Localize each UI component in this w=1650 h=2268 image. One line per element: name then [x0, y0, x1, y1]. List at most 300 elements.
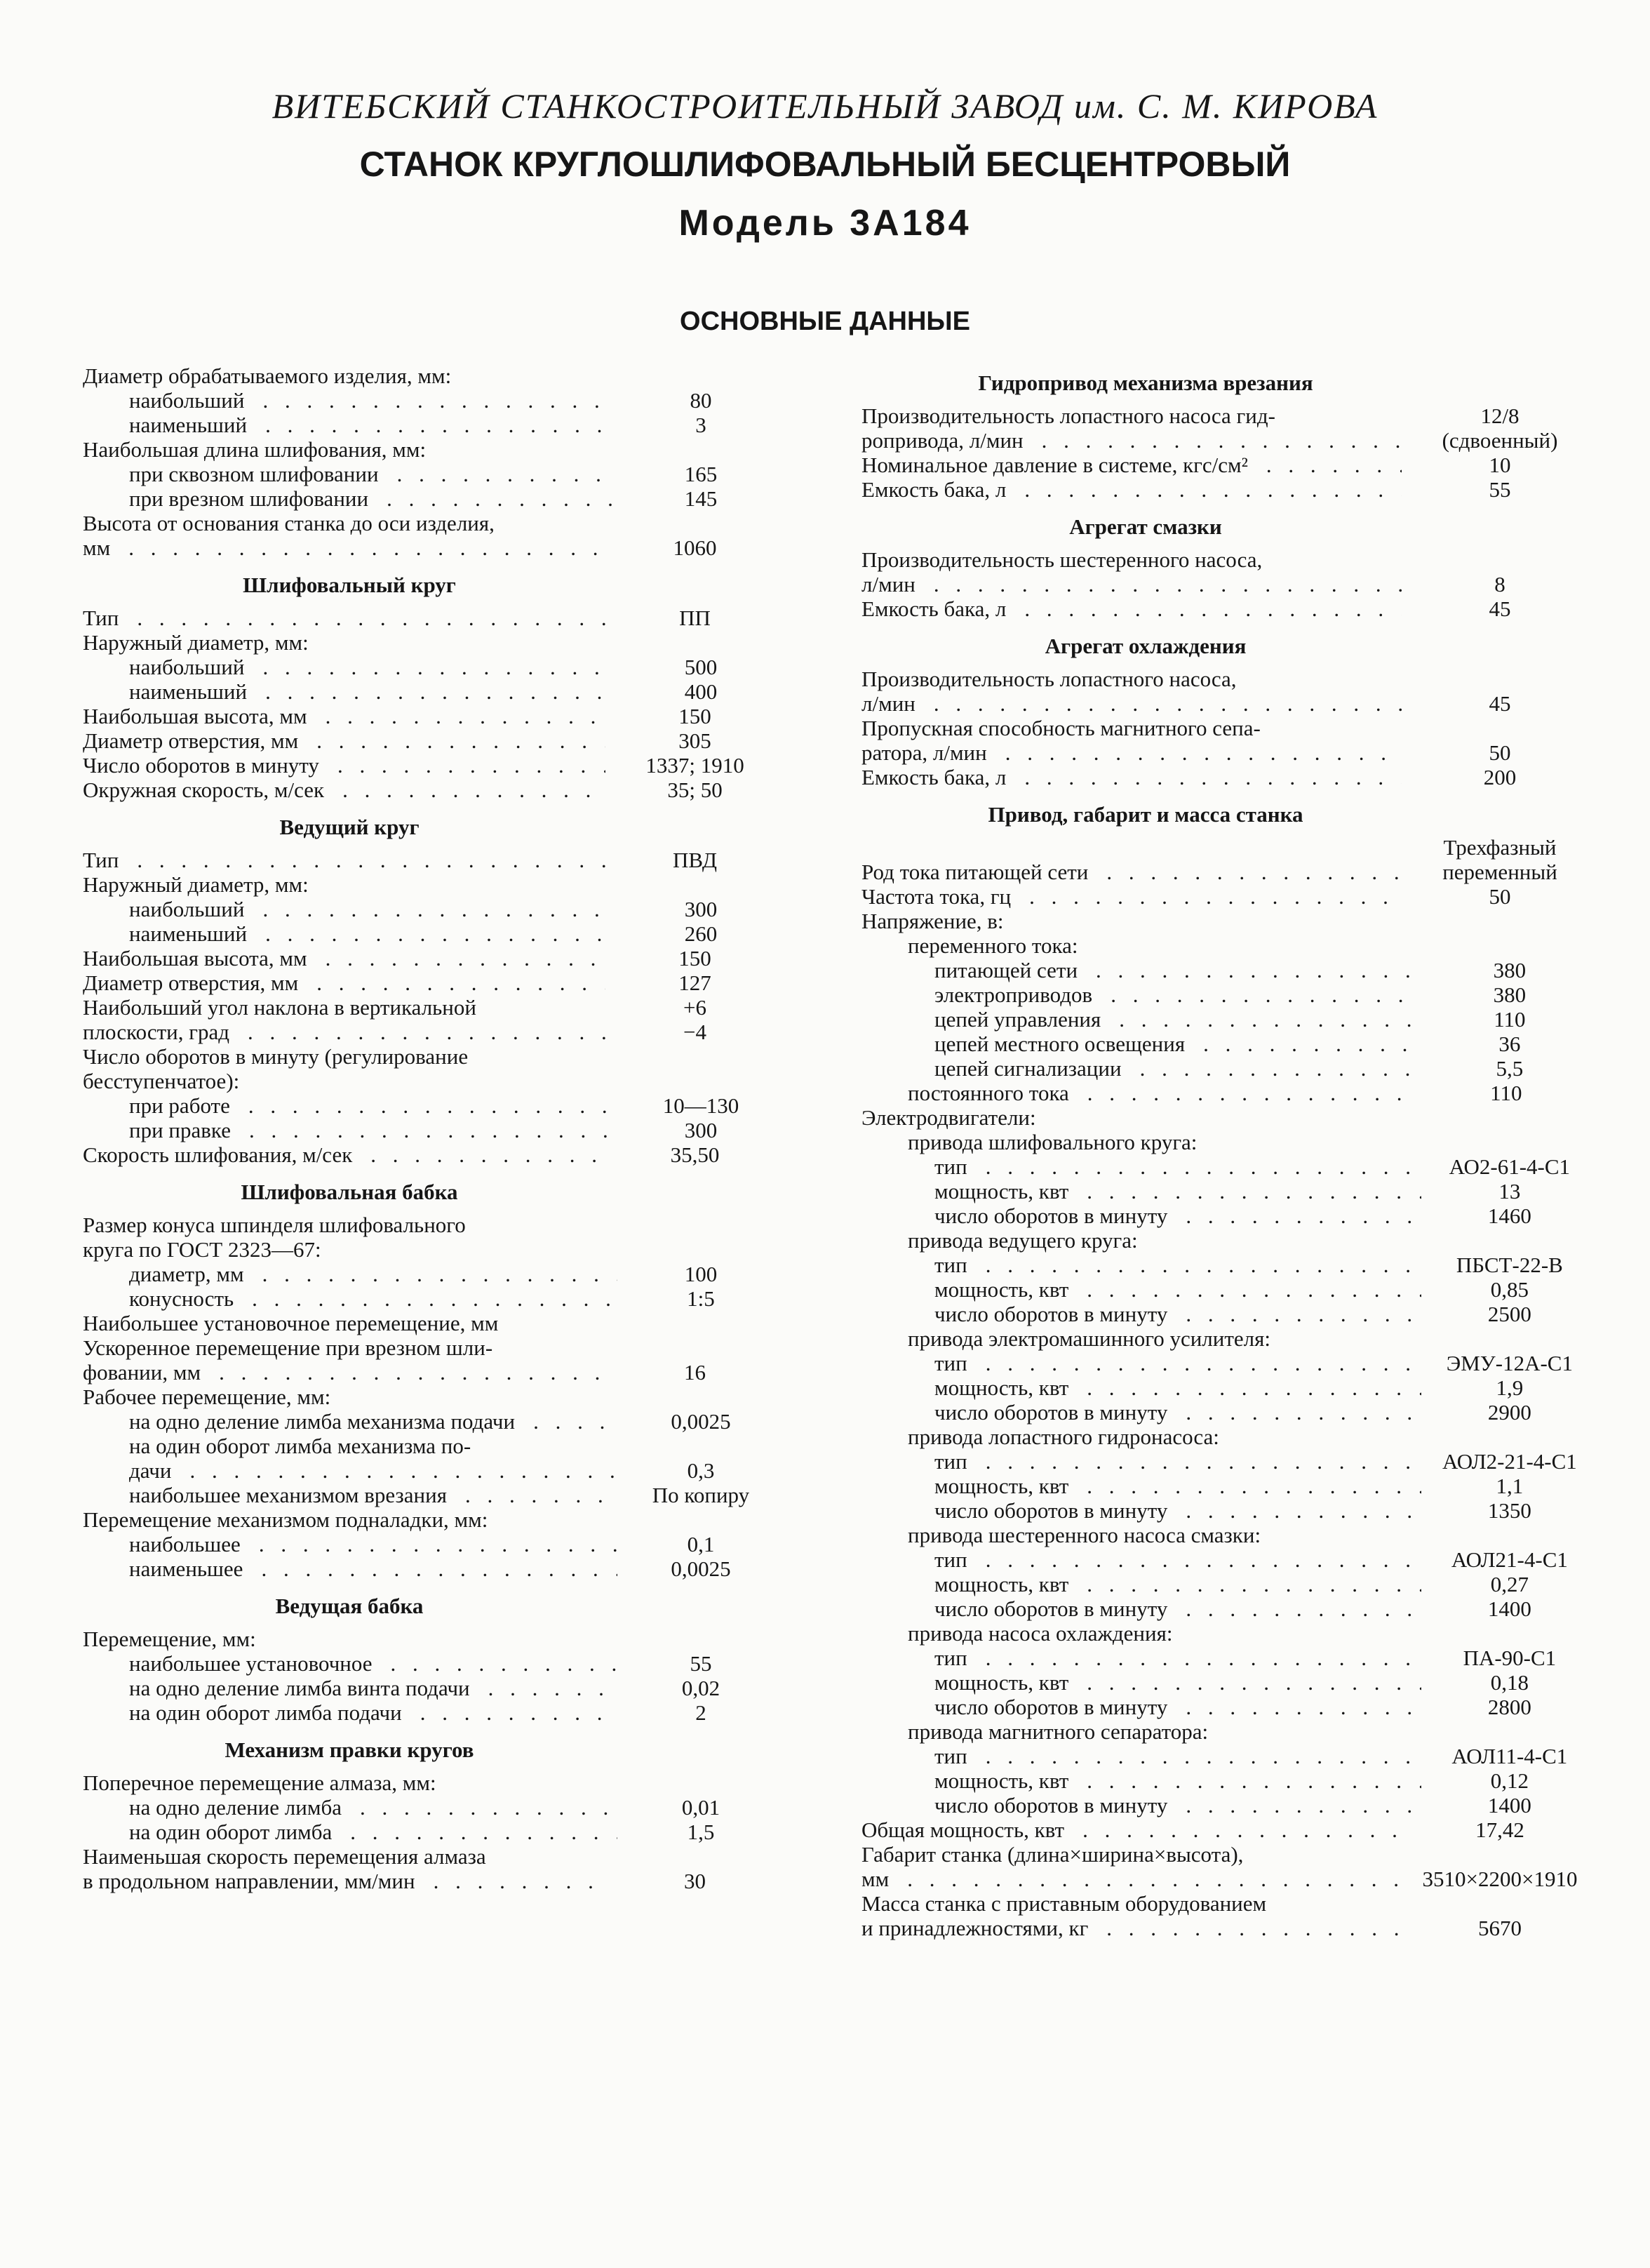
spec-row	[861, 1817, 1598, 1842]
spec-group	[83, 1594, 784, 1725]
spec-label	[861, 716, 1402, 765]
spec-label	[861, 1302, 1421, 1326]
spec-value: 100	[617, 1262, 784, 1286]
spec-row	[861, 477, 1598, 502]
spec-label	[861, 1326, 1414, 1351]
spec-label-text: Размер конуса шпинделя шлифовального круга по ГОСТ 2323—67:	[83, 1213, 466, 1262]
spec-row	[861, 1768, 1598, 1793]
spec-label-text: привода шлифовального круга:	[908, 1130, 1204, 1154]
spec-label-text: привода шестеренного насоса смазки:	[908, 1523, 1268, 1547]
spec-label	[861, 860, 1402, 884]
spec-label	[83, 679, 617, 704]
spec-label-text: наименьшее	[129, 1556, 250, 1581]
spec-label	[861, 1154, 1421, 1179]
spec-group	[83, 815, 784, 1167]
spec-value: 200	[1402, 765, 1598, 789]
spec-row	[861, 1130, 1598, 1154]
spec-label	[83, 1700, 617, 1725]
spec-value: 300	[617, 897, 784, 921]
spec-value: 35,50	[605, 1142, 784, 1167]
spec-value: 0,01	[617, 1795, 784, 1820]
spec-label-text: конусность	[129, 1286, 241, 1311]
spec-row	[861, 1228, 1598, 1253]
spec-label	[861, 958, 1421, 982]
spec-label-text: тип	[934, 1547, 974, 1572]
spec-row	[861, 1523, 1598, 1547]
spec-value: 1,9	[1421, 1375, 1598, 1400]
spec-label-text: электроприводов	[934, 982, 1099, 1007]
spec-row	[861, 1891, 1598, 1940]
spec-row	[83, 1286, 784, 1311]
group-title: Ведущий круг	[279, 815, 420, 839]
spec-row	[83, 970, 784, 995]
spec-row	[861, 1105, 1598, 1130]
spec-label	[861, 1203, 1421, 1228]
spec-row	[861, 1179, 1598, 1203]
spec-label	[83, 413, 617, 437]
spec-value: 1,1	[1421, 1474, 1598, 1498]
spec-label	[861, 1253, 1421, 1277]
spec-row	[861, 1253, 1598, 1277]
spec-row	[861, 1498, 1598, 1523]
spec-value: 55	[617, 1651, 784, 1676]
spec-row	[83, 1409, 784, 1434]
spec-label-text: Рабочее перемещение, мм:	[83, 1385, 337, 1409]
spec-label-text: наибольшее	[129, 1532, 248, 1556]
group-title: Гидропривод механизма врезания	[978, 371, 1313, 395]
spec-label-text: Скорость шлифования, м/сек	[83, 1142, 359, 1167]
spec-label-text: наибольшее установочное	[129, 1651, 380, 1676]
spec-label	[861, 403, 1402, 453]
spec-label	[83, 1627, 605, 1651]
spec-label-text: число оборотов в минуту	[934, 1400, 1174, 1425]
spec-value: 1460	[1421, 1203, 1598, 1228]
spec-value: 10	[1402, 453, 1598, 477]
spec-label-text: тип	[934, 1744, 974, 1768]
spec-row	[83, 606, 784, 630]
spec-row	[83, 1795, 784, 1820]
spec-label-text: на одно деление лимба механизма подачи	[129, 1409, 522, 1434]
spec-label	[861, 1105, 1402, 1130]
spec-row	[83, 1770, 784, 1795]
spec-label	[83, 946, 605, 970]
spec-label-text: цепей управления	[934, 1007, 1108, 1032]
spec-row	[83, 363, 784, 388]
spec-label-text: цепей сигнализации	[934, 1056, 1129, 1081]
spec-row	[861, 1032, 1598, 1056]
spec-label-text: Окружная скорость, м/сек	[83, 778, 331, 802]
spec-row	[83, 1434, 784, 1483]
spec-label-text: Масса станка с приставным оборудованием и принадлежностями, кг	[861, 1891, 1267, 1940]
spec-label	[83, 778, 605, 802]
spec-label-text: Производительность лопастного насоса, л/мин	[861, 667, 1237, 716]
spec-value: 1060	[605, 535, 784, 560]
spec-value: 5,5	[1421, 1056, 1598, 1081]
spec-row	[83, 413, 784, 437]
spec-label	[861, 1719, 1414, 1744]
spec-value: 1,5	[617, 1820, 784, 1844]
spec-row	[83, 995, 784, 1044]
spec-row	[861, 1670, 1598, 1695]
spec-row	[83, 388, 784, 413]
spec-row	[83, 655, 784, 679]
spec-value: 300	[617, 1118, 784, 1142]
spec-label-text: при правке	[129, 1118, 238, 1142]
spec-label	[83, 1385, 605, 1409]
spec-row	[861, 835, 1598, 884]
spec-row	[83, 897, 784, 921]
spec-row	[861, 1302, 1598, 1326]
spec-value: 80	[617, 388, 784, 413]
spec-label-text: Число оборотов в минуту	[83, 753, 326, 778]
spec-row	[861, 1081, 1598, 1105]
spec-value: 12/8 (сдвоенный)	[1402, 403, 1598, 453]
spec-value: 0,0025	[617, 1556, 784, 1581]
spec-row	[861, 1719, 1598, 1744]
spec-row	[861, 982, 1598, 1007]
spec-label-text: Емкость бака, л	[861, 477, 1013, 502]
spec-value: 17,42	[1402, 1817, 1598, 1842]
spec-label-text: питающей сети	[934, 958, 1085, 982]
spec-label	[861, 909, 1402, 933]
machine-title: СТАНОК КРУГЛОШЛИФОВАЛЬНЫЙ БЕСЦЕНТРОВЫЙ	[359, 145, 1291, 184]
spec-label	[861, 1572, 1421, 1596]
spec-label	[83, 1676, 617, 1700]
spec-label	[83, 1044, 605, 1093]
spec-value: АОЛ21-4-С1	[1421, 1547, 1598, 1572]
spec-value: +6 −4	[605, 995, 784, 1044]
spec-label	[83, 363, 605, 388]
spec-label-text: тип	[934, 1253, 974, 1277]
spec-label-text: Частота тока, гц	[861, 884, 1018, 909]
spec-label-text: на один оборот лимба механизма по- дачи	[129, 1434, 471, 1483]
spec-label-text: мощность, квт	[934, 1277, 1075, 1302]
spec-row	[861, 884, 1598, 909]
spec-row	[861, 765, 1598, 789]
spec-value: 3510×2200×1910	[1402, 1867, 1598, 1891]
spec-value: 380	[1421, 982, 1598, 1007]
spec-label	[83, 1844, 605, 1893]
spec-row	[83, 486, 784, 511]
group-title: Ведущая бабка	[275, 1594, 424, 1618]
spec-row	[861, 1277, 1598, 1302]
spec-row	[861, 547, 1598, 596]
spec-label-text: Производительность лопастного насоса гид- ропривода, л/мин	[861, 403, 1275, 453]
spec-label-text: тип	[934, 1449, 974, 1474]
spec-label	[83, 511, 605, 560]
spec-label	[83, 1142, 605, 1167]
spec-label-text: Высота от основания станка до оси изделия, мм	[83, 511, 495, 560]
spec-label-text: Наибольшая высота, мм	[83, 946, 314, 970]
spec-label-text: привода насоса охлаждения:	[908, 1621, 1179, 1646]
spec-value: Трехфазный переменный	[1402, 835, 1598, 884]
spec-label	[83, 388, 617, 413]
spec-value: 35; 50	[605, 778, 784, 802]
spec-value: АОЛ2-21-4-С1	[1421, 1449, 1598, 1474]
spec-value: 305	[605, 728, 784, 753]
spec-label	[83, 1409, 617, 1434]
spec-label-text: Наибольшая высота, мм	[83, 704, 314, 728]
right-column	[861, 363, 1598, 1953]
spec-label	[83, 970, 605, 995]
spec-label-text: число оборотов в минуту	[934, 1498, 1174, 1523]
spec-label	[861, 547, 1402, 596]
spec-label-text: число оборотов в минуту	[934, 1695, 1174, 1719]
spec-label-text: наименьший	[129, 921, 254, 946]
spec-label-text: число оборотов в минуту	[934, 1793, 1174, 1817]
spec-value: 400	[617, 679, 784, 704]
spec-group	[861, 802, 1598, 1940]
spec-label-text: Ускоренное перемещение при врезном шли- фовании, мм	[83, 1335, 493, 1385]
spec-label	[83, 897, 617, 921]
spec-label-text: на один оборот лимба	[129, 1820, 339, 1844]
spec-label	[83, 655, 617, 679]
spec-row	[83, 1651, 784, 1676]
spec-label-text: наибольший	[129, 388, 251, 413]
spec-value: 0,02	[617, 1676, 784, 1700]
spec-row	[861, 667, 1598, 716]
spec-row	[83, 1556, 784, 1581]
spec-label-text: мощность, квт	[934, 1179, 1075, 1203]
spec-label-text: тип	[934, 1351, 974, 1375]
spec-row	[83, 1311, 784, 1335]
spec-label-text: Диаметр отверстия, мм	[83, 970, 305, 995]
group-title: Шлифовальная бабка	[241, 1180, 458, 1204]
group-title: Агрегат смазки	[1069, 514, 1222, 539]
spec-label-text: мощность, квт	[934, 1474, 1075, 1498]
spec-value: 150	[605, 946, 784, 970]
spec-label-text: наибольший	[129, 897, 251, 921]
spec-group	[83, 1737, 784, 1893]
spec-row	[83, 1483, 784, 1507]
spec-label	[861, 1842, 1402, 1891]
spec-label	[83, 606, 605, 630]
spec-row	[861, 1449, 1598, 1474]
spec-value: 1337; 1910	[605, 753, 784, 778]
spec-row	[861, 1474, 1598, 1498]
spec-value: 55	[1402, 477, 1598, 502]
spec-value: 8	[1402, 572, 1598, 596]
spec-row	[861, 1326, 1598, 1351]
spec-label	[83, 630, 605, 655]
spec-row	[861, 1596, 1598, 1621]
spec-value: ПП	[605, 606, 784, 630]
group-title: Шлифовальный круг	[243, 573, 456, 597]
spec-group	[861, 371, 1598, 502]
spec-row	[83, 1262, 784, 1286]
spec-row	[83, 704, 784, 728]
spec-value: 1400	[1421, 1596, 1598, 1621]
spec-label	[861, 1891, 1402, 1940]
spec-label-text: Поперечное перемещение алмаза, мм:	[83, 1770, 443, 1795]
spec-row	[83, 1142, 784, 1167]
spec-label-text: цепей местного освещения	[934, 1032, 1192, 1056]
spec-label-text: мощность, квт	[934, 1375, 1075, 1400]
spec-row	[83, 1820, 784, 1844]
spec-label-text: Наибольшая длина шлифования, мм:	[83, 437, 433, 462]
spec-row	[83, 1044, 784, 1093]
spec-value: 10—130	[617, 1093, 784, 1118]
spec-row	[83, 921, 784, 946]
spec-label-text: при сквозном шлифовании	[129, 462, 386, 486]
spec-label	[861, 1670, 1421, 1695]
spec-label-text: переменного тока:	[908, 933, 1085, 958]
spec-value: 45	[1402, 596, 1598, 621]
spec-row	[83, 1507, 784, 1532]
spec-label	[83, 1311, 605, 1335]
spec-label	[861, 884, 1402, 909]
spec-value: 5670	[1402, 1916, 1598, 1940]
spec-label	[83, 921, 617, 946]
spec-label-text: Перемещение, мм:	[83, 1627, 263, 1651]
spec-label-text: число оборотов в минуту	[934, 1203, 1174, 1228]
spec-label-text: Емкость бака, л	[861, 765, 1013, 789]
spec-row	[861, 1203, 1598, 1228]
spec-label	[861, 1621, 1414, 1646]
spec-label	[861, 667, 1402, 716]
spec-value: По копиру	[617, 1483, 784, 1507]
spec-row	[861, 933, 1598, 958]
spec-value: 36	[1421, 1032, 1598, 1056]
spec-value: ПБСТ-22-В	[1421, 1253, 1598, 1277]
spec-row	[83, 630, 784, 655]
spec-row	[861, 1007, 1598, 1032]
spec-group	[861, 634, 1598, 789]
spec-value: ПВД	[605, 848, 784, 872]
spec-label-text: Номинальное давление в системе, кгс/см²	[861, 453, 1255, 477]
spec-value: 0,18	[1421, 1670, 1598, 1695]
spec-row	[83, 511, 784, 560]
plant-name: ВИТЕБСКИЙ СТАНКОСТРОИТЕЛЬНЫЙ ЗАВОД им. С. М. КИРОВА	[271, 86, 1379, 126]
spec-label	[83, 1483, 617, 1507]
spec-label-text: Перемещение механизмом подналадки, мм:	[83, 1507, 495, 1532]
spec-group	[83, 573, 784, 802]
spec-row	[861, 1056, 1598, 1081]
spec-label	[861, 1793, 1421, 1817]
spec-label-text: привода ведущего круга:	[908, 1228, 1145, 1253]
spec-label-text: Наименьшая скорость перемещения алмаза в продольном направлении, мм/мин	[83, 1844, 486, 1893]
spec-value: 2800	[1421, 1695, 1598, 1719]
spec-label	[83, 995, 605, 1044]
spec-value: 127	[605, 970, 784, 995]
spec-label-text: мощность, квт	[934, 1670, 1075, 1695]
spec-label-text: Тип	[83, 848, 126, 872]
spec-label-text: Наружный диаметр, мм:	[83, 630, 316, 655]
spec-value: 150	[605, 704, 784, 728]
spec-label	[861, 1351, 1421, 1375]
spec-label	[861, 1596, 1421, 1621]
spec-row	[861, 1400, 1598, 1425]
spec-value: 30	[605, 1869, 784, 1893]
spec-row	[861, 958, 1598, 982]
spec-label	[861, 1547, 1421, 1572]
model-title: Модель 3А184	[678, 203, 972, 244]
spec-label-text: Наибольшее установочное перемещение, мм	[83, 1311, 505, 1335]
spec-label	[861, 1768, 1421, 1793]
spec-value: 0,0025	[617, 1409, 784, 1434]
spec-value: 0,27	[1421, 1572, 1598, 1596]
spec-label	[861, 1179, 1421, 1203]
spec-label-text: Электродвигатели:	[861, 1105, 1043, 1130]
spec-label-text: привода электромашинного усилителя:	[908, 1326, 1277, 1351]
spec-row	[861, 1695, 1598, 1719]
spec-label	[861, 477, 1402, 502]
spec-label	[83, 1770, 605, 1795]
spec-row	[83, 1335, 784, 1385]
spec-label	[83, 462, 617, 486]
spec-value: 500	[617, 655, 784, 679]
spec-row	[83, 1532, 784, 1556]
spec-value: АОЛ11-4-С1	[1421, 1744, 1598, 1768]
spec-label	[83, 728, 605, 753]
spec-value: 50	[1402, 740, 1598, 765]
spec-label-text: Наибольший угол наклона в вертикальной плоскости, град	[83, 995, 476, 1044]
spec-value: АО2-61-4-С1	[1421, 1154, 1598, 1179]
spec-label-text: тип	[934, 1154, 974, 1179]
spec-label	[83, 1651, 617, 1676]
spec-label-text: наименьший	[129, 413, 254, 437]
spec-label-text: наибольшее механизмом врезания	[129, 1483, 454, 1507]
spec-label-text: диаметр, мм	[129, 1262, 251, 1286]
spec-label-text: Диаметр обрабатываемого изделия, мм:	[83, 363, 458, 388]
spec-label-text: на одно деление лимба	[129, 1795, 349, 1820]
spec-value: 3	[617, 413, 784, 437]
spec-label	[861, 1375, 1421, 1400]
spec-label-text: при врезном шлифовании	[129, 486, 375, 511]
spec-value: 2500	[1421, 1302, 1598, 1326]
spec-label-text: Габарит станка (длина×ширина×высота), мм	[861, 1842, 1244, 1891]
spec-label	[861, 1425, 1414, 1449]
spec-label	[861, 1400, 1421, 1425]
spec-row	[83, 1093, 784, 1118]
spec-row	[83, 872, 784, 897]
spec-label	[861, 933, 1414, 958]
spec-row	[861, 1646, 1598, 1670]
spec-value: 45	[1402, 691, 1598, 716]
spec-value: 16	[605, 1360, 784, 1385]
spec-label-text: число оборотов в минуту	[934, 1596, 1174, 1621]
spec-value: 0,85	[1421, 1277, 1598, 1302]
spec-row	[861, 1351, 1598, 1375]
spec-row	[861, 1572, 1598, 1596]
spec-label	[861, 765, 1402, 789]
spec-value: ПА-90-С1	[1421, 1646, 1598, 1670]
section-title: ОСНОВНЫЕ ДАННЫЕ	[680, 307, 970, 336]
spec-label-text: на один оборот лимба подачи	[129, 1700, 409, 1725]
spec-label	[861, 1449, 1421, 1474]
spec-label	[83, 872, 605, 897]
spec-label-text: мощность, квт	[934, 1768, 1075, 1793]
spec-row	[83, 1213, 784, 1262]
spec-label	[83, 1335, 605, 1385]
spec-label	[83, 1093, 617, 1118]
spec-label	[83, 1820, 617, 1844]
spec-label	[83, 1507, 605, 1532]
group-title: Агрегат охлаждения	[1045, 634, 1247, 658]
spec-value: 13	[1421, 1179, 1598, 1203]
spec-label-text: Тип	[83, 606, 126, 630]
spec-label	[861, 1646, 1421, 1670]
spec-row	[83, 462, 784, 486]
spec-label	[83, 486, 617, 511]
spec-label	[83, 1795, 617, 1820]
spec-value: 145	[617, 486, 784, 511]
spec-group	[861, 514, 1598, 621]
spec-value: 0,3	[617, 1458, 784, 1483]
spec-row	[861, 1842, 1598, 1891]
spec-row	[861, 1425, 1598, 1449]
spec-label-text: на одно деление лимба винта подачи	[129, 1676, 477, 1700]
